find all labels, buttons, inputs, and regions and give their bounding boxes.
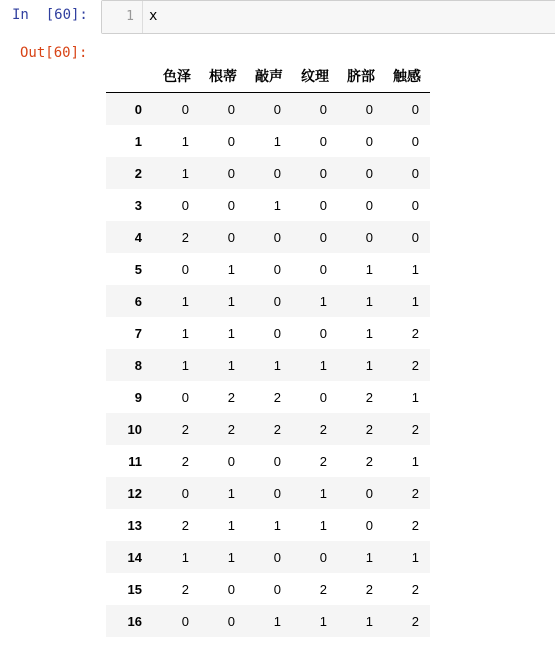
table-cell: 0	[227, 165, 235, 181]
column-header: 敲声	[246, 59, 292, 93]
table-cell: 0	[365, 101, 373, 117]
table-cell: 0	[181, 261, 189, 277]
code-text[interactable]: x	[149, 8, 158, 24]
table-cell: 0	[319, 197, 327, 213]
table-cell: 2	[181, 581, 189, 597]
table-cell: 2	[319, 453, 327, 469]
row-index: 15	[127, 581, 142, 597]
row-index: 2	[134, 165, 142, 181]
row-index: 4	[134, 229, 142, 245]
table-cell: 0	[227, 197, 235, 213]
row-index: 12	[127, 485, 142, 501]
table-cell: 0	[365, 197, 373, 213]
table-cell: 0	[273, 325, 281, 341]
table-cell: 2	[411, 325, 419, 341]
table-header	[106, 59, 430, 93]
input-prompt: In [60]:	[12, 7, 88, 23]
table-cell: 2	[411, 357, 419, 373]
table-cell: 1	[273, 613, 281, 629]
table-row	[106, 413, 430, 445]
table-cell: 1	[181, 293, 189, 309]
table-cell: 1	[273, 197, 281, 213]
table-cell: 0	[227, 101, 235, 117]
table-cell: 2	[181, 229, 189, 245]
table-cell: 1	[319, 485, 327, 501]
table-cell: 1	[411, 261, 419, 277]
table-row	[106, 381, 430, 413]
table-row	[106, 221, 430, 253]
table-cell: 0	[365, 133, 373, 149]
table-cell: 1	[365, 357, 373, 373]
table-cell: 0	[319, 325, 327, 341]
table-cell: 0	[411, 133, 419, 149]
table-cell: 0	[319, 229, 327, 245]
row-index: 8	[134, 357, 142, 373]
table-cell: 0	[181, 197, 189, 213]
row-index: 5	[134, 261, 142, 277]
table-cell: 0	[273, 293, 281, 309]
row-index: 7	[134, 325, 142, 341]
table-cell: 2	[411, 485, 419, 501]
dataframe-table	[106, 59, 430, 637]
index-header	[106, 59, 154, 93]
table-cell: 2	[181, 453, 189, 469]
table-cell: 2	[411, 517, 419, 533]
table-cell: 0	[319, 261, 327, 277]
table-cell: 0	[273, 165, 281, 181]
table-row	[106, 605, 430, 637]
table-cell: 1	[227, 261, 235, 277]
table-cell: 1	[365, 293, 373, 309]
table-cell: 0	[365, 485, 373, 501]
table-row	[106, 445, 430, 477]
column-header: 根蒂	[200, 59, 246, 93]
table-cell: 1	[181, 325, 189, 341]
table-cell: 0	[319, 133, 327, 149]
table-cell: 1	[273, 133, 281, 149]
table-row	[106, 189, 430, 221]
table-cell: 0	[411, 101, 419, 117]
table-cell: 1	[227, 357, 235, 373]
row-index: 11	[128, 453, 142, 469]
table-cell: 2	[365, 421, 373, 437]
table-cell: 1	[365, 325, 373, 341]
row-index: 16	[127, 613, 142, 629]
table-cell: 1	[227, 293, 235, 309]
table-cell: 0	[273, 581, 281, 597]
table-cell: 0	[181, 485, 189, 501]
dataframe-output	[106, 59, 430, 637]
row-index: 0	[134, 101, 142, 117]
row-index: 6	[134, 293, 142, 309]
table-cell: 2	[411, 421, 419, 437]
table-cell: 2	[273, 421, 281, 437]
table-cell: 0	[411, 197, 419, 213]
table-cell: 1	[365, 613, 373, 629]
table-cell: 0	[273, 229, 281, 245]
table-row	[106, 541, 430, 573]
table-cell: 1	[181, 357, 189, 373]
table-body	[106, 93, 430, 638]
code-cell[interactable]	[101, 0, 555, 34]
table-cell: 1	[319, 613, 327, 629]
table-cell: 0	[365, 229, 373, 245]
table-cell: 2	[411, 581, 419, 597]
table-row	[106, 253, 430, 285]
table-cell: 0	[273, 261, 281, 277]
column-header: 脐部	[338, 59, 384, 93]
table-cell: 0	[181, 101, 189, 117]
table-cell: 0	[273, 549, 281, 565]
table-cell: 1	[319, 293, 327, 309]
table-cell: 1	[273, 357, 281, 373]
table-cell: 2	[319, 581, 327, 597]
table-cell: 1	[227, 549, 235, 565]
table-cell: 1	[365, 261, 373, 277]
table-cell: 1	[319, 517, 327, 533]
table-cell: 1	[411, 293, 419, 309]
table-cell: 0	[365, 517, 373, 533]
table-cell: 1	[181, 549, 189, 565]
table-cell: 0	[227, 613, 235, 629]
table-cell: 0	[319, 549, 327, 565]
table-cell: 1	[181, 133, 189, 149]
table-row	[106, 157, 430, 189]
row-index: 3	[134, 197, 142, 213]
table-cell: 1	[227, 325, 235, 341]
column-header: 色泽	[154, 59, 200, 93]
output-prompt: Out[60]:	[20, 45, 88, 61]
table-cell: 2	[365, 453, 373, 469]
row-index: 13	[127, 517, 142, 533]
table-cell: 0	[181, 613, 189, 629]
table-cell: 1	[227, 485, 235, 501]
column-header: 纹理	[292, 59, 338, 93]
table-cell: 0	[319, 101, 327, 117]
row-index: 14	[127, 549, 142, 565]
table-cell: 1	[319, 357, 327, 373]
table-cell: 2	[227, 389, 235, 405]
table-cell: 0	[319, 165, 327, 181]
table-cell: 1	[181, 165, 189, 181]
table-row	[106, 349, 430, 381]
table-cell: 0	[227, 453, 235, 469]
table-cell: 2	[365, 389, 373, 405]
table-row	[106, 573, 430, 605]
table-cell: 0	[319, 389, 327, 405]
column-header: 触感	[384, 59, 430, 93]
table-cell: 0	[227, 133, 235, 149]
line-number-gutter	[102, 1, 143, 33]
table-cell: 0	[227, 581, 235, 597]
table-cell: 2	[181, 421, 189, 437]
table-cell: 1	[411, 389, 419, 405]
table-row	[106, 125, 430, 157]
table-cell: 0	[273, 453, 281, 469]
table-cell: 1	[227, 517, 235, 533]
table-row	[106, 317, 430, 349]
table-row	[106, 285, 430, 317]
header-row	[106, 59, 430, 93]
table-cell: 0	[273, 101, 281, 117]
table-cell: 2	[365, 581, 373, 597]
table-row	[106, 93, 430, 126]
table-cell: 2	[273, 389, 281, 405]
table-row	[106, 477, 430, 509]
table-cell: 1	[411, 453, 419, 469]
table-cell: 1	[273, 517, 281, 533]
table-cell: 1	[365, 549, 373, 565]
row-index: 1	[134, 133, 142, 149]
table-cell: 2	[181, 517, 189, 533]
table-cell: 0	[227, 229, 235, 245]
table-cell: 0	[181, 389, 189, 405]
row-index: 9	[134, 389, 142, 405]
table-cell: 2	[227, 421, 235, 437]
line-number: 1	[126, 9, 134, 24]
table-cell: 2	[411, 613, 419, 629]
row-index: 10	[127, 421, 142, 437]
table-row	[106, 509, 430, 541]
table-cell: 0	[411, 229, 419, 245]
table-cell: 0	[273, 485, 281, 501]
table-cell: 0	[411, 165, 419, 181]
table-cell: 1	[411, 549, 419, 565]
table-cell: 2	[319, 421, 327, 437]
table-cell: 0	[365, 165, 373, 181]
